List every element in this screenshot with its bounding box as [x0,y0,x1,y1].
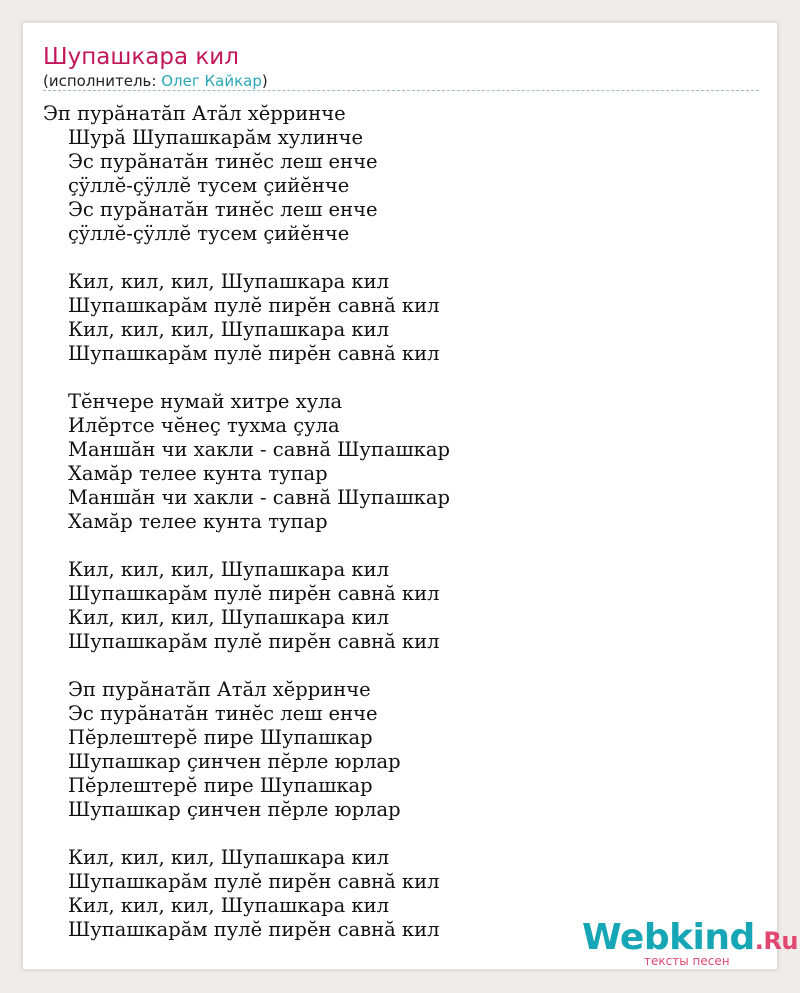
lyric-line: Шупашкарăм пулĕ пирĕн савнă кил [68,918,440,941]
artist-link[interactable]: Олег Кайкар [161,72,262,90]
lyric-line: Кил, кил, кил, Шупашкара кил [68,318,389,341]
lyric-line: Пĕрлештерĕ пире Шупашкар [68,726,373,749]
lyric-line: Хамăр телее кунта тупар [68,462,328,485]
lyric-blank-line [43,246,759,270]
lyric-line: çÿллĕ-çÿллĕ тусем çийĕнче [68,222,350,245]
artist-line [43,71,268,91]
lyric-blank-line [43,534,759,558]
lyric-line: Кил, кил, кил, Шупашкара кил [68,606,389,629]
lyric-line: Хамăр телее кунта тупар [68,510,328,533]
lyric-blank-line [43,366,759,390]
lyric-line: Эс пурăнатăн тинĕс леш енче [68,198,378,221]
song-title: Шупашкара кил [43,44,239,70]
logo-main-text: Webkind [582,917,755,958]
lyric-line: Шупашкарăм пулĕ пирĕн савнă кил [68,582,440,605]
lyric-line: Эс пурăнатăн тинĕс леш енче [68,150,378,173]
lyric-line: Шупашкар çинчен пĕрле юрлар [68,750,401,773]
lyric-line: Шупашкарăм пулĕ пирĕн савнă кил [68,294,440,317]
lyric-line: Тĕнчере нумай хитре хула [68,390,343,413]
lyric-blank-line [43,654,759,678]
lyrics-text [43,102,759,942]
lyric-line: Шупашкарăм пулĕ пирĕн савнă кил [68,870,440,893]
webkind-logo[interactable] [582,917,798,974]
lyric-line: Шупашкарăм пулĕ пирĕн савнă кил [68,342,440,365]
lyric-line: Шурă Шупашкарăм хулинче [68,126,364,149]
artist-prefix: (исполнитель: [43,72,162,90]
lyric-line: Пĕрлештерĕ пире Шупашкар [68,774,373,797]
lyric-line: Эп пурăнатăп Атăл хĕрринче [43,102,346,125]
lyric-line: Илĕртсе чĕнеç тухма çула [68,414,340,437]
logo-tagline: тексты песен [644,954,730,968]
lyric-line: Шупашкар çинчен пĕрле юрлар [68,798,401,821]
lyric-line: Маншăн чи хакли - савнă Шупашкар [68,438,450,461]
lyrics-card [22,22,778,970]
lyric-line: Кил, кил, кил, Шупашкара кил [68,270,389,293]
artist-suffix: ) [261,72,268,90]
logo-suffix-text: .Ru [754,927,798,955]
lyric-line: Эп пурăнатăп Атăл хĕрринче [68,678,371,701]
lyric-line: çÿллĕ-çÿллĕ тусем çийĕнче [68,174,350,197]
lyric-line: Кил, кил, кил, Шупашкара кил [68,558,389,581]
lyric-line: Маншăн чи хакли - савнă Шупашкар [68,486,450,509]
lyric-line: Кил, кил, кил, Шупашкара кил [68,846,389,869]
dashed-divider [43,90,759,91]
lyric-line: Кил, кил, кил, Шупашкара кил [68,894,389,917]
lyric-line: Шупашкарăм пулĕ пирĕн савнă кил [68,630,440,653]
lyric-blank-line [43,822,759,846]
lyric-line: Эс пурăнатăн тинĕс леш енче [68,702,378,725]
